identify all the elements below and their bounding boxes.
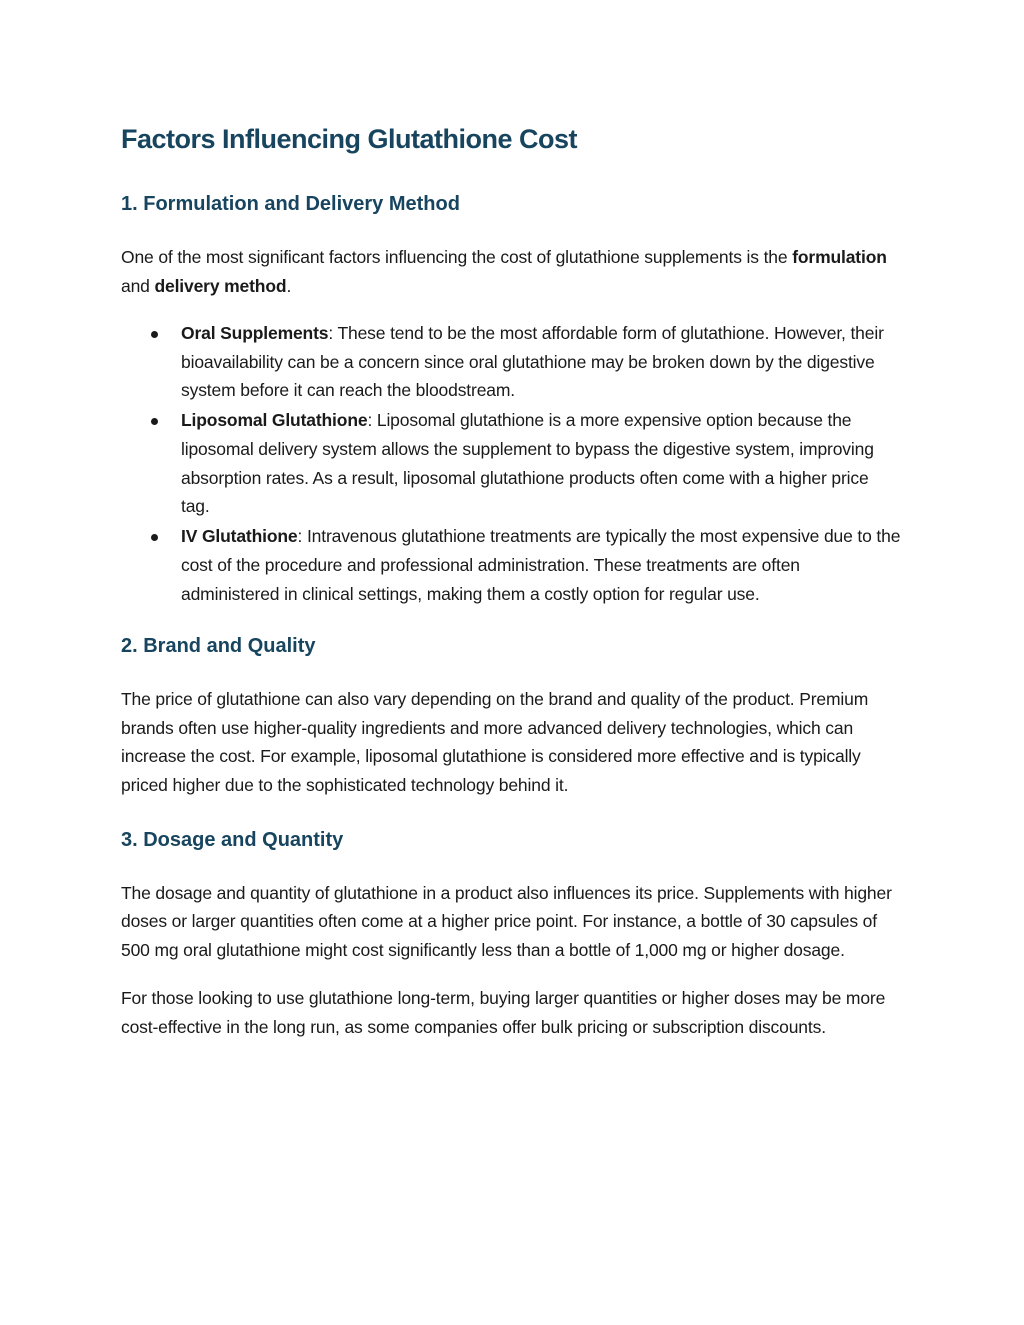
list-item-text: : Liposomal glutathione is a more expensive option because the liposomal delivery system allows the supplement to bypass the digestive system, improving absorption rates. As a result, liposomal glutathione products often come with a higher price tag. [181, 410, 874, 517]
bullet-icon [151, 418, 158, 425]
paragraph-brand-quality: The price of glutathione can also vary depending on the brand and quality of the product. Premium brands often use higher-quality ingredients and more advanced delivery technologies, which can increase the cost. For example, liposomal glutathione is considered more effective and is typically priced higher due to the sophisticated technology behind it. [121, 689, 869, 795]
intro-text: and [121, 275, 155, 296]
list-item-text: : Intravenous glutathione treatments are typically the most expensive due to the cost of the procedure and professional administration. These treatments are often administered in clinical settings, making them a costly option for regular use. [181, 526, 901, 604]
delivery-method-list [121, 319, 901, 608]
list-item-term: IV Glutathione [181, 526, 298, 547]
list-item-liposomal-glutathione [121, 406, 901, 520]
list-item-oral-supplements [121, 319, 901, 405]
document-page [121, 122, 901, 1041]
section-heading-formulation: 1. Formulation and Delivery Method [121, 193, 460, 215]
paragraph-long-term-use: For those looking to use glutathione long-term, buying larger quantities or higher doses may be more cost-effective in the long run, as some companies offer bulk pricing or subscription discounts. [121, 988, 886, 1037]
bold-term-formulation: formulation [792, 247, 887, 267]
intro-text: One of the most significant factors influencing the cost of glutathione supplements is the [121, 247, 793, 267]
section-heading-dosage-quantity: 3. Dosage and Quantity [121, 828, 344, 851]
page-title: Factors Influencing Glutathione Cost [121, 124, 578, 154]
paragraph-dosage-quantity: The dosage and quantity of glutathione in a product also influences its price. Supplements with higher doses or larger quantities often come at a higher price point. For instance, a bottle of 30 capsules of 500 mg oral glutathione might cost significantly less than a bottle of 1,000 mg or higher dosage. [121, 882, 892, 960]
bold-term-delivery-method: delivery method [154, 275, 287, 296]
section-heading-brand-quality: 2. Brand and Quality [121, 635, 316, 658]
bullet-icon [151, 331, 158, 338]
bullet-icon [151, 534, 158, 541]
list-item-iv-glutathione [121, 522, 901, 608]
paragraph-formulation-intro [121, 243, 901, 300]
list-item-term: Liposomal Glutathione [181, 410, 368, 431]
list-item-text: : These tend to be the most affordable form of glutathione. However, their bioavailability can be a concern since oral glutathione may be broken down by the digestive system before it can reach the bloodstream. [181, 323, 884, 401]
list-item-term: Oral Supplements [181, 323, 329, 344]
intro-text: . [286, 275, 292, 296]
